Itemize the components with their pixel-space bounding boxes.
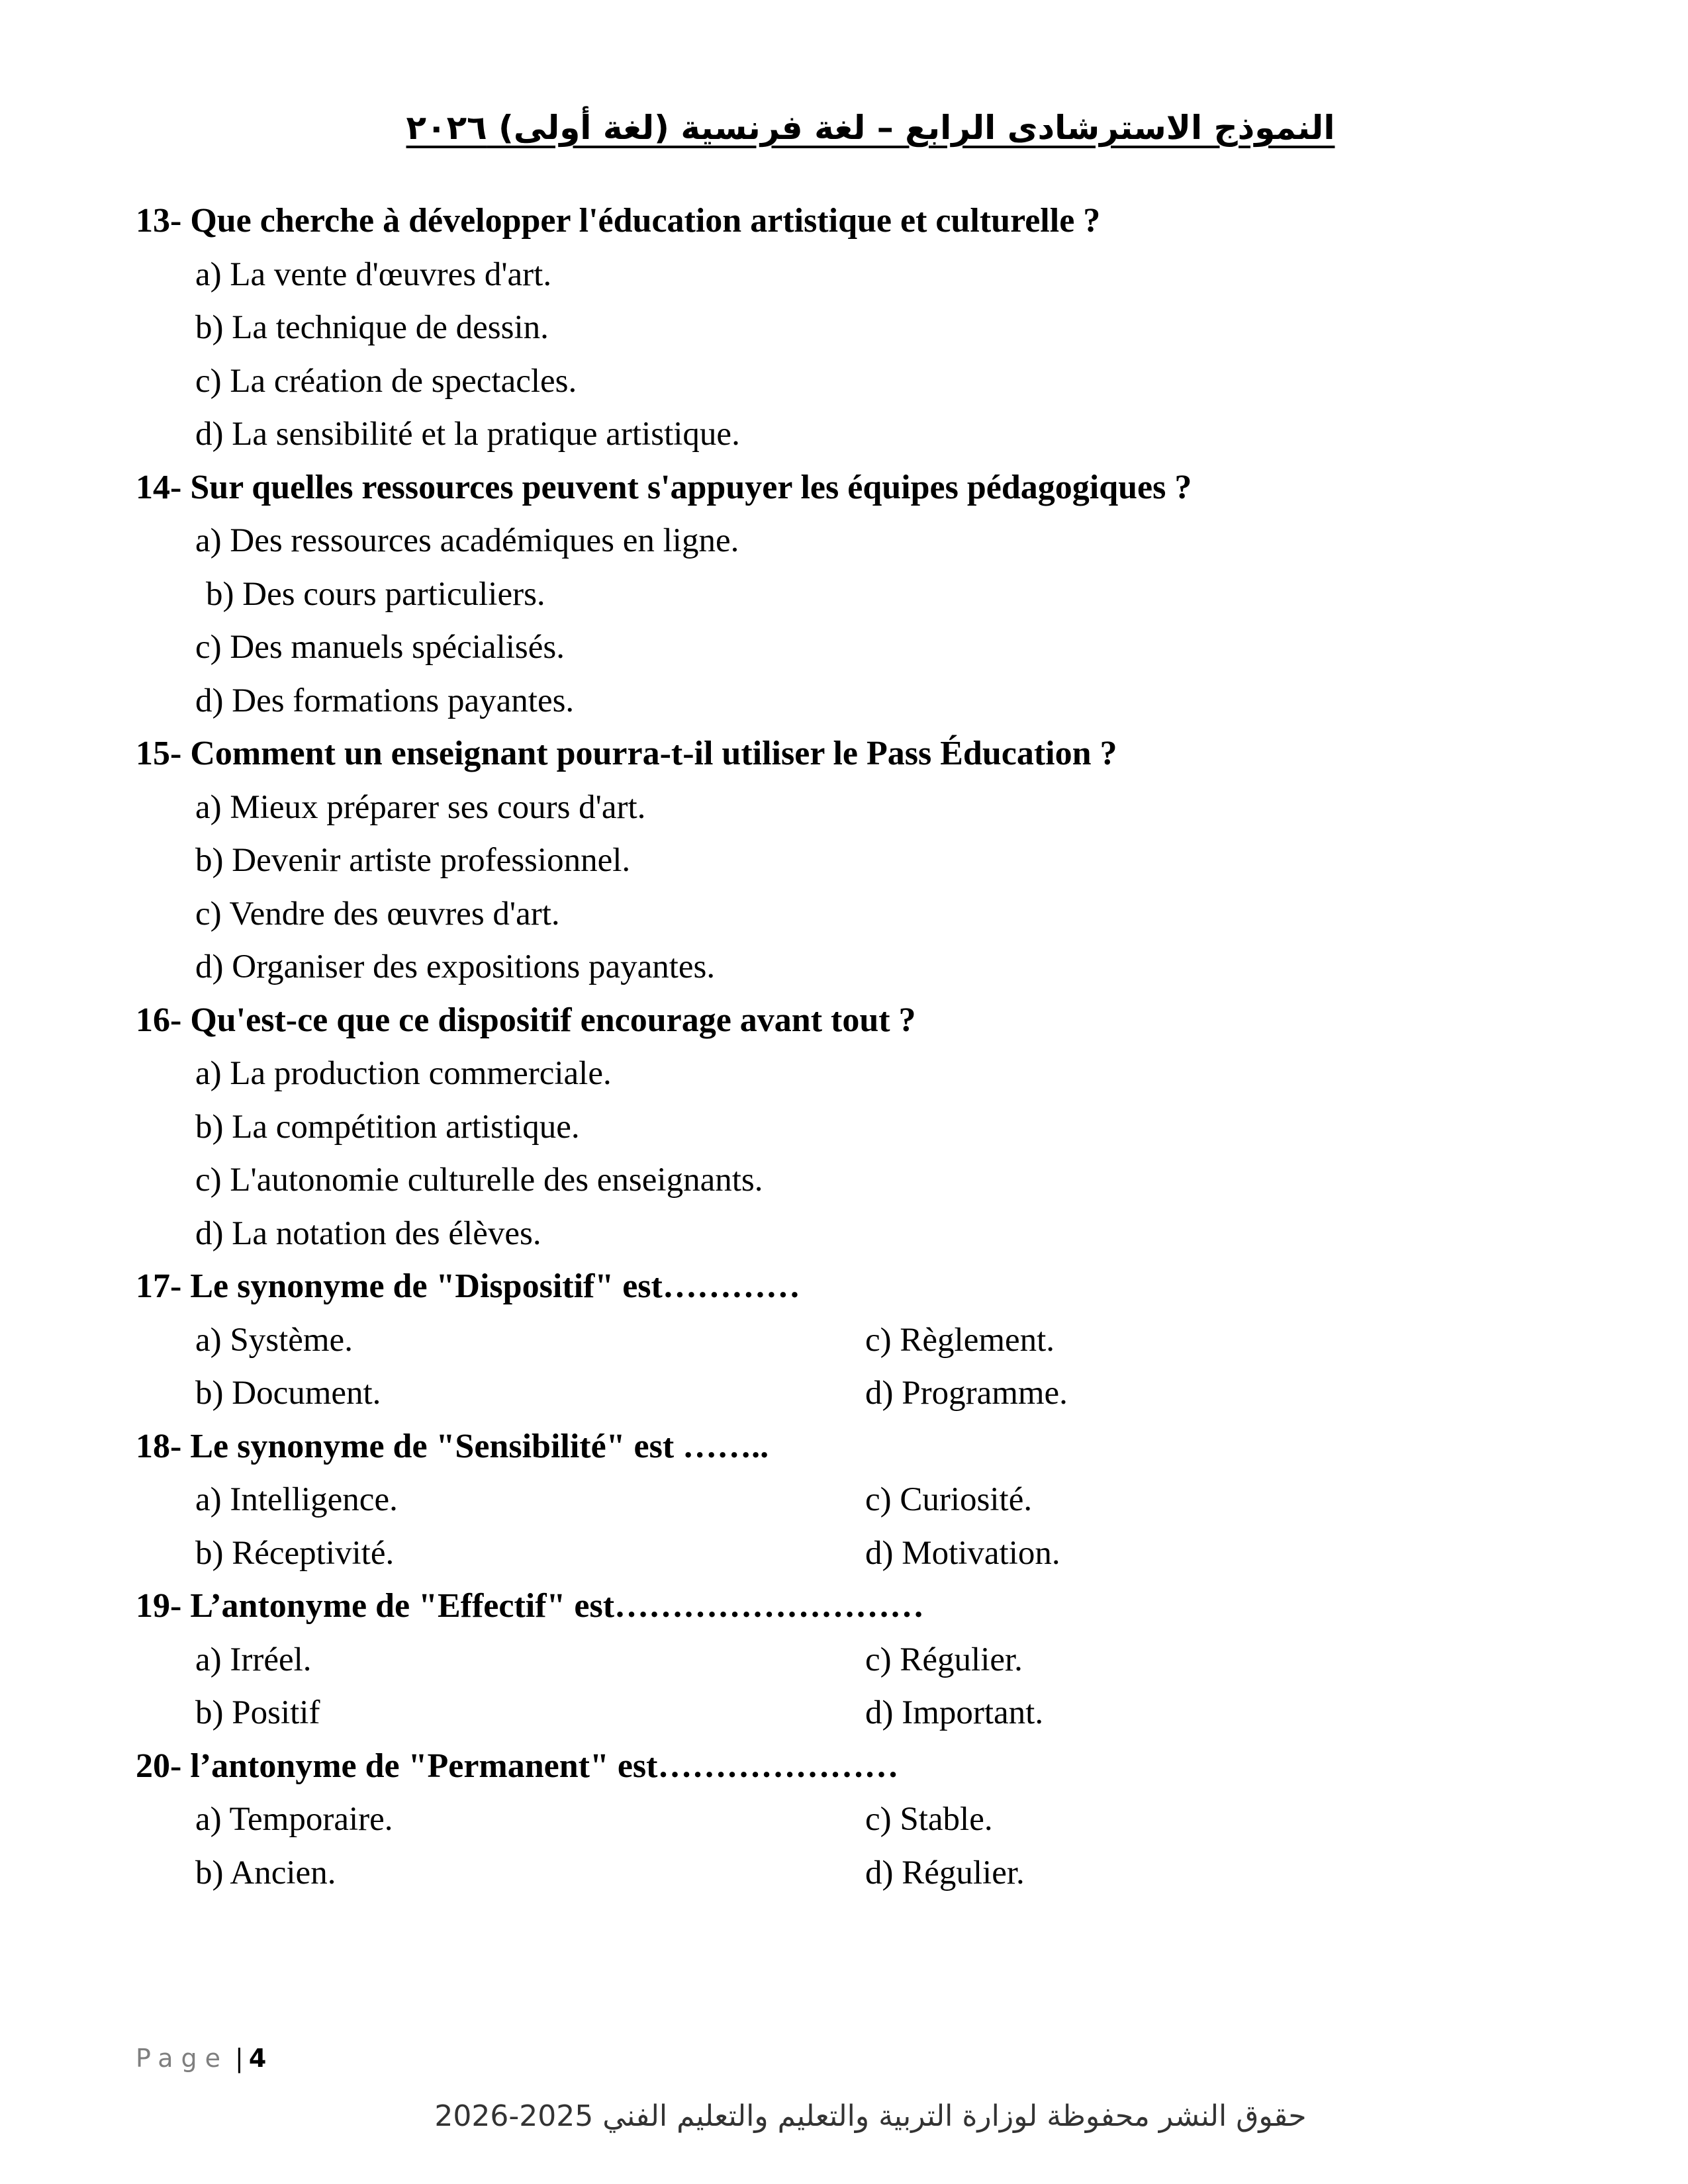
page-number-footer	[136, 2038, 266, 2078]
option-18-c: c) Curiosité.	[865, 1481, 1033, 1518]
page-header	[0, 106, 1688, 150]
option-row	[136, 1846, 1592, 1900]
option-18-d: d) Motivation.	[865, 1534, 1060, 1572]
question-16: 16- Qu'est-ce que ce dispositif encourage avant tout ?	[136, 1001, 916, 1039]
page-number: 4	[248, 2044, 267, 2073]
question-17: 17- Le synonyme de "Dispositif" est…………	[136, 1267, 800, 1305]
option-14-c: c) Des manuels spécialisés.	[195, 629, 565, 666]
question-19: 19- L’antonyme de "Effectif" est………………………	[136, 1587, 925, 1625]
option-16-d: d) La notation des élèves.	[195, 1214, 541, 1252]
page-separator: |	[235, 2044, 244, 2073]
option-16-a: a) La production commerciale.	[195, 1055, 612, 1092]
question-18: 18- Le synonyme de "Sensibilité" est ……..	[136, 1427, 769, 1465]
option-13-a: a) La vente d'œuvres d'art.	[195, 255, 552, 293]
copyright-footer	[0, 2097, 1688, 2136]
option-17-a: a) Système.	[195, 1321, 353, 1359]
option-row	[136, 1527, 1592, 1580]
option-row	[136, 1473, 1592, 1527]
option-row	[136, 1686, 1592, 1740]
page-title: النموذج الاسترشادى الرابع – لغة فرنسية (لغة أولى) ٢٠٢٦	[406, 109, 1335, 147]
option-row	[136, 1633, 1592, 1687]
option-19-c: c) Régulier.	[865, 1641, 1023, 1678]
question-15: 15- Comment un enseignant pourra-t-il utiliser le Pass Éducation ?	[136, 735, 1117, 772]
option-14-a: a) Des ressources académiques en ligne.	[195, 522, 739, 559]
option-14-d: d) Des formations payantes.	[195, 682, 575, 719]
option-row	[136, 1367, 1592, 1420]
option-19-a: a) Irréel.	[195, 1641, 312, 1678]
option-row	[136, 1314, 1592, 1367]
option-row	[136, 1793, 1592, 1846]
option-15-d: d) Organiser des expositions payantes.	[195, 948, 716, 985]
questions-section	[136, 195, 1592, 1899]
question-20: 20- l’antonyme de "Permanent" est…………………	[136, 1747, 899, 1785]
option-19-d: d) Important.	[865, 1694, 1044, 1731]
option-16-c: c) L'autonomie culturelle des enseignants.	[195, 1161, 763, 1199]
option-19-b: b) Positif	[195, 1694, 320, 1731]
option-20-d: d) Régulier.	[865, 1854, 1025, 1891]
option-17-c: c) Règlement.	[865, 1321, 1055, 1359]
option-15-b: b) Devenir artiste professionnel.	[195, 842, 631, 879]
question-14: 14- Sur quelles ressources peuvent s'appuyer les équipes pédagogiques ?	[136, 468, 1192, 506]
option-14-b: b) Des cours particuliers.	[206, 575, 545, 613]
option-17-d: d) Programme.	[865, 1375, 1068, 1412]
option-20-a: a) Temporaire.	[195, 1801, 393, 1838]
option-17-b: b) Document.	[195, 1375, 381, 1412]
option-20-b: b) Ancien.	[195, 1854, 336, 1891]
option-20-c: c) Stable.	[865, 1801, 993, 1838]
option-13-b: b) La technique de dessin.	[195, 309, 549, 346]
option-15-c: c) Vendre des œuvres d'art.	[195, 895, 560, 933]
option-16-b: b) La compétition artistique.	[195, 1108, 580, 1146]
page-label: Page	[136, 2044, 228, 2073]
option-18-a: a) Intelligence.	[195, 1481, 398, 1518]
option-18-b: b) Réceptivité.	[195, 1534, 395, 1572]
option-13-c: c) La création de spectacles.	[195, 362, 577, 400]
option-13-d: d) La sensibilité et la pratique artistique.	[195, 416, 740, 453]
copyright-text: حقوق النشر محفوظة لوزارة التربية والتعليم والتعليم الفني 2025-2026	[434, 2099, 1307, 2133]
question-13: 13- Que cherche à développer l'éducation artistique et culturelle ?	[136, 202, 1101, 240]
option-15-a: a) Mieux préparer ses cours d'art.	[195, 788, 646, 826]
